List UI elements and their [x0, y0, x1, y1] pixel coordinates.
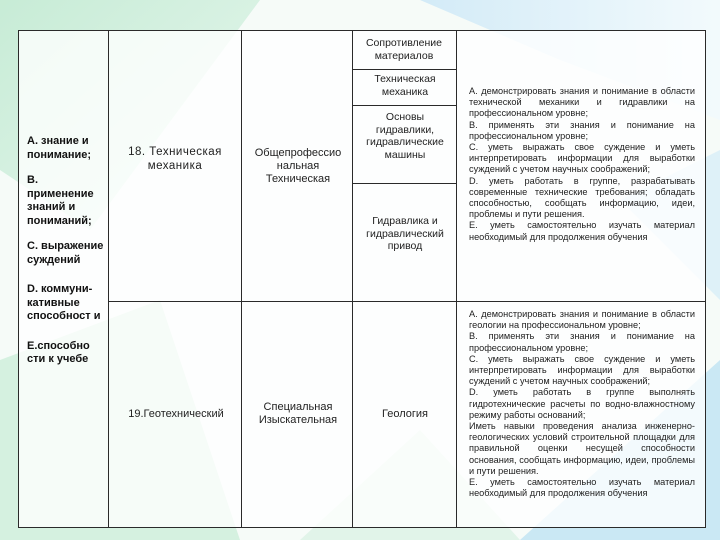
grid-line [241, 31, 242, 527]
prereq-header: Сопротивление материалов [365, 37, 443, 62]
prereq-item: Гидравлика и гидравлический привод [366, 215, 444, 252]
grid-line [352, 105, 456, 106]
curriculum-table [18, 30, 706, 528]
grid-line [352, 69, 456, 70]
competence-item: Е.способно сти к учебе [27, 339, 90, 365]
competence-item: D. коммуни-кативные способност и [27, 283, 101, 322]
grid-line [456, 31, 457, 527]
prereq-item: Основы гидравлики, гидравлические машины [366, 111, 444, 161]
discipline-cycle: Общепрофессио нальная Техническая [254, 147, 342, 185]
grid-line [108, 31, 109, 527]
prereq-item: Геология [382, 408, 428, 420]
discipline-title: 18. Техническая механика [128, 146, 222, 172]
competence-item: А. знание и понимание; [27, 135, 92, 161]
learning-outcomes: А. демонстрировать знания и понимание в области технической механики и гидравлики на профессиональном уровне; В. применять эти знания и понимание на профессиональном уровне; С. уметь выражать свое суждение и уметь интерпретировать информации для выработки суждений с учетом научных соображений; D. уметь работать в группе, разрабатывать современные технические требования; обладать способностью, сообщать информацию, идеи, проблемы и пути решения. Е. уметь самостоятельно изучать материал необходимый для продолжения обучения [469, 86, 695, 242]
competence-item: В. применение знаний и пониманий; [27, 174, 94, 227]
competence-item: С. выражение суждений [27, 240, 104, 266]
prereq-item: Техническая механика [374, 73, 436, 98]
learning-outcomes: А. демонстрировать знания и понимание в области геологии на профессиональном уровне; В. применять эти знания и понимание на профессиональном уровне; С. уметь выражать свое суждение и уметь интерпретировать информации для выработки суждений с учетом научных соображений; D. уметь работать в группе выполнять гидротехнические расчеты по водно-влажностному режиму работы оснований; Иметь навыки проведения анализа инженерно-геологических условий строительной площадки для правильной оценки несущей способности основания, сообщать информацию, идеи, проблемы и пути решения. Е. уметь самостоятельно изучать материал необходимый для продолжения обучения [469, 309, 695, 499]
discipline-cycle: Специальная Изыскательная [258, 401, 338, 426]
discipline-title: 19.Геотехнический [128, 408, 224, 420]
grid-line [108, 301, 705, 302]
grid-line [352, 183, 456, 184]
competence-list [27, 135, 107, 379]
